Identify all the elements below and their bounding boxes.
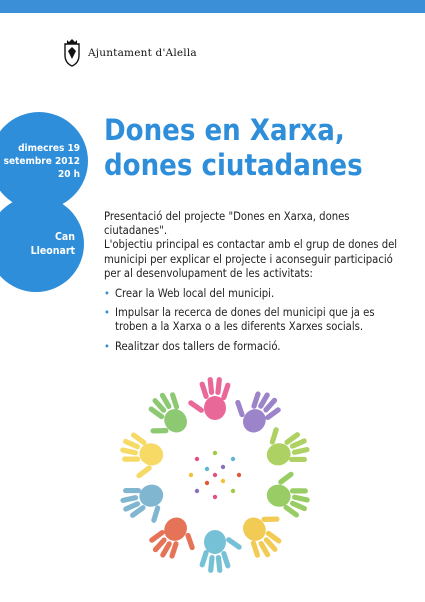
decorative-dot: [205, 467, 209, 471]
hand-shape: [187, 377, 231, 420]
date-weekday: dimecres 19: [18, 142, 80, 154]
venue-badge: [0, 196, 84, 292]
decorative-dot: [231, 457, 235, 461]
decorative-dot: [237, 473, 241, 477]
list-item: • Realitzar dos tallers de formació.: [104, 339, 281, 353]
title-line-2: dones ciutadanes: [104, 148, 363, 182]
hand-shape: [117, 477, 172, 532]
poster-title: [104, 113, 414, 183]
intro-text: Presentació del projecte "Dones en Xarxa, dones ciutadanes".: [104, 210, 350, 238]
decorative-dot: [213, 451, 217, 455]
title-line-1: Dones en Xarxa,: [104, 113, 345, 147]
venue-line-2: Lleonart: [30, 245, 75, 257]
decorative-dot: [205, 481, 209, 485]
top-color-bar: [0, 0, 425, 13]
hand-shape: [113, 429, 168, 484]
venue-line-1: Can: [54, 231, 75, 243]
coat-of-arms-icon: [62, 39, 82, 67]
decorative-dot: [213, 473, 217, 477]
list-item: • Impulsar la recerca de dones del municipi que ja es troben a la Xarxa o a les diferents Xarxes socials.: [104, 306, 375, 334]
hand-shape: [199, 530, 243, 573]
organization-name: Ajuntament d'Alella: [88, 47, 197, 59]
objective-text: L'objectiu principal es contactar amb el grup de dones del municipi per explicar el projecte i aconseguir participació per al desenvolupament de les activitats:: [104, 238, 398, 280]
date-month-year: setembre 2012: [3, 155, 80, 167]
hands-circle-illustration: [100, 365, 330, 585]
hand-shape: [135, 386, 196, 447]
decorative-dot: [221, 465, 225, 469]
date-badge: [0, 112, 88, 210]
decorative-dot: [195, 457, 199, 461]
hand-shape: [234, 503, 295, 564]
hand-shape: [259, 418, 314, 473]
hand-shape: [262, 466, 317, 521]
header: [62, 38, 197, 68]
decorative-dot: [189, 473, 193, 477]
decorative-dot: [213, 495, 217, 499]
decorative-dot: [221, 479, 225, 483]
list-item: • Crear la Web local del municipi.: [104, 287, 275, 301]
event-time: 20 h: [57, 168, 80, 180]
decorative-dot: [195, 489, 199, 493]
decorative-dot: [231, 489, 235, 493]
description: [104, 210, 409, 359]
activities-list: [104, 287, 409, 354]
